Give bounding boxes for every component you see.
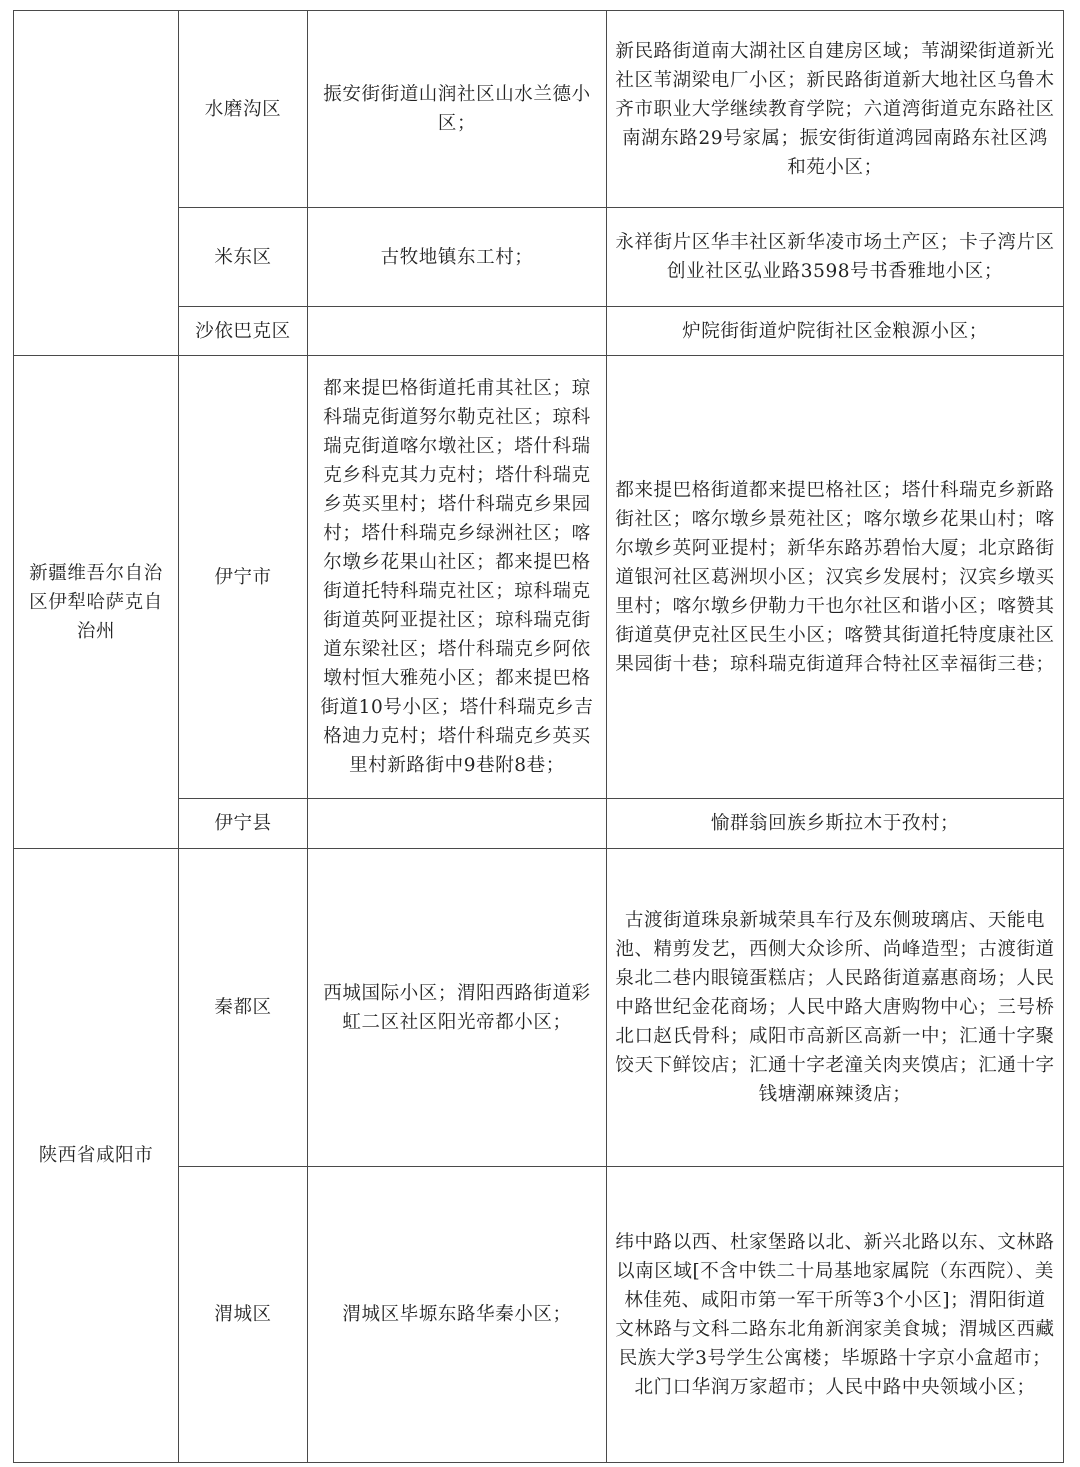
district-cell: 渭城区 xyxy=(179,1167,308,1463)
area-cell-a: 振安街街道山润社区山水兰德小区； xyxy=(308,11,607,208)
area-cell-a: 渭城区毕塬东路华秦小区； xyxy=(308,1167,607,1463)
area-cell-a xyxy=(308,799,607,849)
area-cell-b: 古渡街道珠泉新城荣具车行及东侧玻璃店、天能电池、精剪发艺，西侧大众诊所、尚峰造型；古渡街道泉北二巷内眼镜蛋糕店；人民路街道嘉惠商场；人民中路世纪金花商场；人民中路大唐购物中心；三号桥北口赵氏骨科；咸阳市高新区高新一中；汇通十字聚饺天下鲜饺店；汇通十字老潼关肉夹馍店；汇通十字钱塘潮麻辣烫店； xyxy=(607,849,1064,1167)
province-cell: 陕西省咸阳市 xyxy=(14,849,179,1463)
area-cell-a xyxy=(308,307,607,356)
area-cell-a: 都来提巴格街道托甫其社区；琼科瑞克街道努尔勒克社区；琼科瑞克街道喀尔墩社区；塔什科瑞克乡科克其力克村；塔什科瑞克乡英买里村；塔什科瑞克乡果园村；塔什科瑞克乡绿洲社区；喀尔墩乡花果山社区；都来提巴格街道托特科瑞克社区；琼科瑞克街道英阿亚提社区；琼科瑞克街道东梁社区；塔什科瑞克乡阿依墩村恒大雅苑小区；都来提巴格街道10号小区；塔什科瑞克乡吉格迪力克村；塔什科瑞克乡英买里村新路街中9巷附8巷； xyxy=(308,356,607,799)
district-cell: 米东区 xyxy=(179,208,308,307)
table-row xyxy=(14,11,1064,208)
area-cell-a: 西城国际小区；渭阳西路街道彩虹二区社区阳光帝都小区； xyxy=(308,849,607,1167)
area-cell-b: 炉院街街道炉院街社区金粮源小区； xyxy=(607,307,1064,356)
table-row xyxy=(14,849,1064,1167)
area-cell-a: 古牧地镇东工村； xyxy=(308,208,607,307)
province-cell: 新疆维吾尔自治区伊犁哈萨克自治州 xyxy=(14,356,179,849)
area-cell-b: 新民路街道南大湖社区自建房区域；苇湖梁街道新光社区苇湖梁电厂小区；新民路街道新大地社区乌鲁木齐市职业大学继续教育学院；六道湾街道克东路社区南湖东路29号家属；振安街街道鸿园南路东社区鸿和苑小区； xyxy=(607,11,1064,208)
table-row xyxy=(14,356,1064,799)
district-cell: 伊宁市 xyxy=(179,356,308,799)
area-cell-b: 纬中路以西、杜家堡路以北、新兴北路以东、文林路以南区域[不含中铁二十局基地家属院（东西院）、美林佳苑、咸阳市第一军干所等3个小区]；渭阳街道文林路与文科二路东北角新润家美食城；渭城区西藏民族大学3号学生公寓楼；毕塬路十字京小盒超市；北门口华润万家超市；人民中路中央领域小区； xyxy=(607,1167,1064,1463)
area-cell-b: 愉群翁回族乡斯拉木于孜村； xyxy=(607,799,1064,849)
district-cell: 秦都区 xyxy=(179,849,308,1167)
area-cell-b: 永祥街片区华丰社区新华凌市场土产区；卡子湾片区创业社区弘业路3598号书香雅地小区； xyxy=(607,208,1064,307)
area-cell-b: 都来提巴格街道都来提巴格社区；塔什科瑞克乡新路街社区；喀尔墩乡景苑社区；喀尔墩乡花果山村；喀尔墩乡英阿亚提村；新华东路苏碧怡大厦；北京路街道银河社区葛洲坝小区；汉宾乡发展村；汉宾乡墩买里村；喀尔墩乡伊勒力干也尔社区和谐小区；喀赞其街道莫伊克社区民生小区；喀赞其街道托特度康社区果园街十巷；琼科瑞克街道拜合特社区幸福街三巷； xyxy=(607,356,1064,799)
district-cell: 伊宁县 xyxy=(179,799,308,849)
district-cell: 水磨沟区 xyxy=(179,11,308,208)
closure-area-table xyxy=(13,10,1064,1463)
province-cell xyxy=(14,11,179,356)
district-cell: 沙依巴克区 xyxy=(179,307,308,356)
